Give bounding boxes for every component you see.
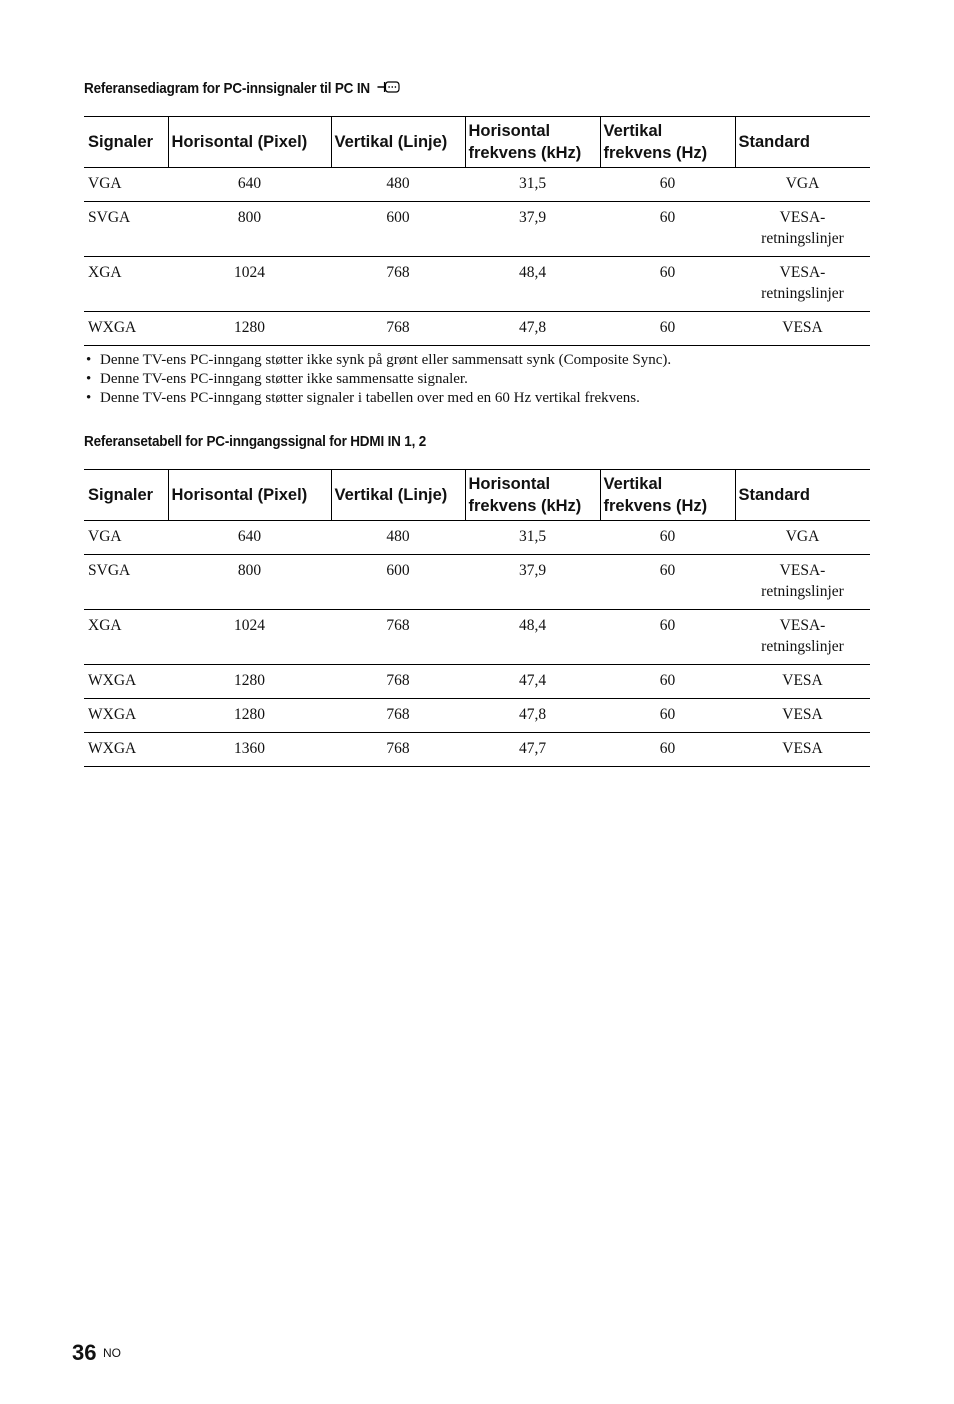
table-row: [84, 733, 870, 767]
header-horisontal-frekvens: Horisontal frekvens (kHz): [465, 117, 600, 168]
list-item: [86, 351, 671, 370]
cell-horizontal-freq: 48,4: [465, 257, 600, 312]
cell-vertical-line: 768: [331, 733, 465, 767]
cell-standard: VESA: [735, 312, 870, 346]
header-signaler: Signaler: [88, 486, 154, 504]
cell-horizontal-freq: 48,4: [465, 610, 600, 665]
cell-vertical-freq: 60: [600, 257, 735, 312]
cell-vertical-freq: 60: [600, 168, 735, 202]
note-text: Denne TV-ens PC-inngang støtter ikke sammensatte signaler.: [100, 371, 468, 387]
cell-vertical-line: 480: [331, 521, 465, 555]
cell-signal: WXGA: [84, 665, 168, 699]
bullet: •: [86, 371, 92, 387]
cell-vertical-line: 768: [331, 610, 465, 665]
cell-vertical-freq: 60: [600, 733, 735, 767]
cell-vertical-line: 600: [331, 555, 465, 610]
cell-horizontal-pixel: 640: [168, 521, 331, 555]
cell-signal: VGA: [84, 521, 168, 555]
section1-heading: [84, 80, 401, 98]
cell-vertical-freq: 60: [600, 610, 735, 665]
cell-vertical-line: 600: [331, 202, 465, 257]
cell-horizontal-pixel: 1280: [168, 312, 331, 346]
cell-signal: VGA: [84, 168, 168, 202]
header-vertikal-linje: Vertikal (Linje): [331, 117, 465, 168]
header-standard: Standard: [735, 117, 870, 168]
section2-title: Referansetabell for PC-inngangssignal for HDMI IN 1, 2: [84, 433, 427, 450]
cell-vertical-line: 768: [331, 665, 465, 699]
header-vertikal-frekvens: Vertikal frekvens (Hz): [600, 117, 735, 168]
cell-horizontal-pixel: 1360: [168, 733, 331, 767]
section1-title: Referansediagram for PC-innsignaler til PC IN: [84, 80, 370, 97]
table-row: [84, 699, 870, 733]
table-row: [84, 202, 870, 257]
cell-horizontal-pixel: 800: [168, 202, 331, 257]
table-header-row: [84, 117, 870, 168]
table-row: [84, 257, 870, 312]
header-standard: Standard: [735, 470, 870, 521]
note-text: Denne TV-ens PC-inngang støtter signaler i tabellen over med en 60 Hz vertikal frekvens.: [100, 390, 640, 406]
table-row: [84, 555, 870, 610]
cell-horizontal-freq: 47,8: [465, 312, 600, 346]
cell-standard: VESA: [735, 733, 870, 767]
page-language: NO: [103, 1346, 121, 1360]
cell-horizontal-freq: 37,9: [465, 202, 600, 257]
table-row: [84, 610, 870, 665]
cell-horizontal-pixel: 640: [168, 168, 331, 202]
header-horisontal-frekvens: Horisontal frekvens (kHz): [465, 470, 600, 521]
cell-signal: WXGA: [84, 699, 168, 733]
pc-input-icon: [377, 80, 400, 98]
cell-horizontal-freq: 47,8: [465, 699, 600, 733]
table-row: [84, 521, 870, 555]
cell-standard: VESA: [735, 665, 870, 699]
list-item: [86, 370, 671, 389]
cell-standard: VESA-retningslinjer: [735, 202, 870, 257]
cell-horizontal-freq: 31,5: [465, 521, 600, 555]
cell-vertical-line: 768: [331, 312, 465, 346]
cell-standard: VESA-retningslinjer: [735, 555, 870, 610]
cell-horizontal-pixel: 1024: [168, 610, 331, 665]
cell-signal: SVGA: [84, 555, 168, 610]
cell-horizontal-freq: 47,4: [465, 665, 600, 699]
bullet: •: [86, 352, 92, 368]
cell-vertical-freq: 60: [600, 312, 735, 346]
cell-standard: VGA: [735, 168, 870, 202]
page-number: 36: [72, 1340, 97, 1365]
cell-vertical-freq: 60: [600, 202, 735, 257]
header-horisontal-pixel: Horisontal (Pixel): [168, 470, 331, 521]
list-item: [86, 389, 671, 408]
cell-horizontal-pixel: 800: [168, 555, 331, 610]
cell-horizontal-freq: 37,9: [465, 555, 600, 610]
cell-vertical-freq: 60: [600, 665, 735, 699]
bullet: •: [86, 390, 92, 406]
cell-signal: WXGA: [84, 312, 168, 346]
cell-vertical-freq: 60: [600, 521, 735, 555]
cell-signal: XGA: [84, 610, 168, 665]
table-row: [84, 312, 870, 346]
header-vertikal-frekvens: Vertikal frekvens (Hz): [600, 470, 735, 521]
cell-vertical-line: 768: [331, 257, 465, 312]
hdmi-in-signal-table: [84, 469, 870, 767]
cell-standard: VGA: [735, 521, 870, 555]
table-row: [84, 168, 870, 202]
note-text: Denne TV-ens PC-inngang støtter ikke synk på grønt eller sammensatt synk (Composite Sync).: [100, 352, 672, 368]
table-header-row: [84, 470, 870, 521]
header-horisontal-pixel: Horisontal (Pixel): [168, 117, 331, 168]
header-vertikal-linje: Vertikal (Linje): [331, 470, 465, 521]
cell-vertical-line: 480: [331, 168, 465, 202]
cell-horizontal-pixel: 1280: [168, 665, 331, 699]
cell-horizontal-pixel: 1024: [168, 257, 331, 312]
notes-list: [86, 351, 671, 408]
cell-signal: XGA: [84, 257, 168, 312]
pc-in-signal-table: [84, 116, 870, 346]
cell-horizontal-freq: 31,5: [465, 168, 600, 202]
cell-vertical-freq: 60: [600, 555, 735, 610]
cell-vertical-freq: 60: [600, 699, 735, 733]
cell-horizontal-pixel: 1280: [168, 699, 331, 733]
section2-heading: [84, 433, 426, 450]
cell-standard: VESA-retningslinjer: [735, 610, 870, 665]
cell-signal: SVGA: [84, 202, 168, 257]
cell-vertical-line: 768: [331, 699, 465, 733]
cell-signal: WXGA: [84, 733, 168, 767]
cell-standard: VESA-retningslinjer: [735, 257, 870, 312]
cell-standard: VESA: [735, 699, 870, 733]
header-signaler: Signaler: [88, 133, 154, 151]
table-row: [84, 665, 870, 699]
cell-horizontal-freq: 47,7: [465, 733, 600, 767]
